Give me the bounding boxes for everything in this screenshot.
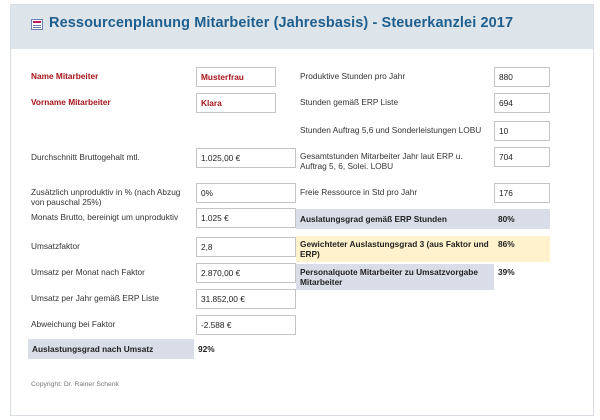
erp-field[interactable]: 694	[494, 93, 550, 113]
monats-brutto-field[interactable]: 1.025 €	[196, 208, 296, 228]
worksheet	[10, 4, 594, 416]
umsatzfaktor-field[interactable]: 2,8	[196, 237, 296, 257]
auftrag-field[interactable]: 10	[494, 121, 550, 141]
vorname-field[interactable]: Klara	[196, 93, 276, 113]
frei-label: Freie Ressource in Std pro Jahr	[300, 187, 418, 197]
umsatz-jahr-label: Umsatz per Jahr gemäß ERP Liste	[31, 293, 160, 303]
unproduktiv-label: Zusätzlich unproduktiv in % (nach Abzug von pauschal 25%)	[31, 187, 181, 207]
gesamt-label: Gesamtstunden Mitarbeiter Jahr laut ERP u. Auftrag 5, 6, Solei. LOBU	[300, 151, 463, 171]
personalquote-label: Personalquote Mitarbeiter zu Umsatzvorgabe Mitarbeiter	[296, 264, 494, 290]
gesamt-field[interactable]: 704	[494, 147, 550, 167]
header-band	[11, 5, 593, 49]
produktiv-field[interactable]: 880	[494, 67, 550, 87]
auftrag-label: Stunden Auftrag 5,6 und Sonderleistungen LOBU	[300, 125, 482, 135]
umsatz-monat-label: Umsatz per Monat nach Faktor	[31, 267, 145, 277]
gehalt-label: Durchschnitt Bruttogehalt mtl.	[31, 152, 140, 162]
gehalt-field[interactable]: 1.025,00 €	[196, 148, 296, 168]
auslastung-erp-value: 80%	[494, 209, 550, 229]
copyright-text: Copyright: Dr. Rainer Schenk	[31, 381, 120, 388]
umsatz-jahr-field[interactable]: 31.852,00 €	[196, 289, 296, 309]
erp-label: Stunden gemäß ERP Liste	[300, 97, 399, 107]
umsatzfaktor-label: Umsatzfaktor	[31, 241, 80, 251]
personalquote-value: 39%	[498, 267, 515, 277]
name-field[interactable]: Musterfrau	[196, 67, 276, 87]
vorname-label: Vorname Mitarbeiter	[31, 97, 111, 107]
document-icon	[31, 19, 43, 30]
monats-brutto-label: Monats Brutto, bereinigt um unproduktiv	[31, 212, 179, 222]
auslastung-umsatz-value: 92%	[198, 344, 215, 354]
frei-field[interactable]: 176	[494, 183, 550, 203]
produktiv-label: Produktive Stunden pro Jahr	[300, 71, 406, 81]
page-title: Ressourcenplanung Mitarbeiter (Jahresbasis) - Steuerkanzlei 2017	[49, 15, 514, 31]
abweichung-field[interactable]: -2.588 €	[196, 315, 296, 335]
gewichtet-value: 86%	[494, 236, 550, 262]
umsatz-monat-field[interactable]: 2.870,00 €	[196, 263, 296, 283]
abweichung-label: Abweichung bei Faktor	[31, 319, 116, 329]
gewichtet-label: Gewichteter Auslastungsgrad 3 (aus Faktor und ERP)	[296, 236, 494, 262]
name-label: Name Mitarbeiter	[31, 71, 99, 81]
auslastung-erp-label: Auslatungsgrad gemäß ERP Stunden	[296, 209, 494, 229]
unproduktiv-field[interactable]: 0%	[196, 183, 296, 203]
auslastung-umsatz-label: Auslastungsgrad nach Umsatz	[28, 339, 194, 359]
